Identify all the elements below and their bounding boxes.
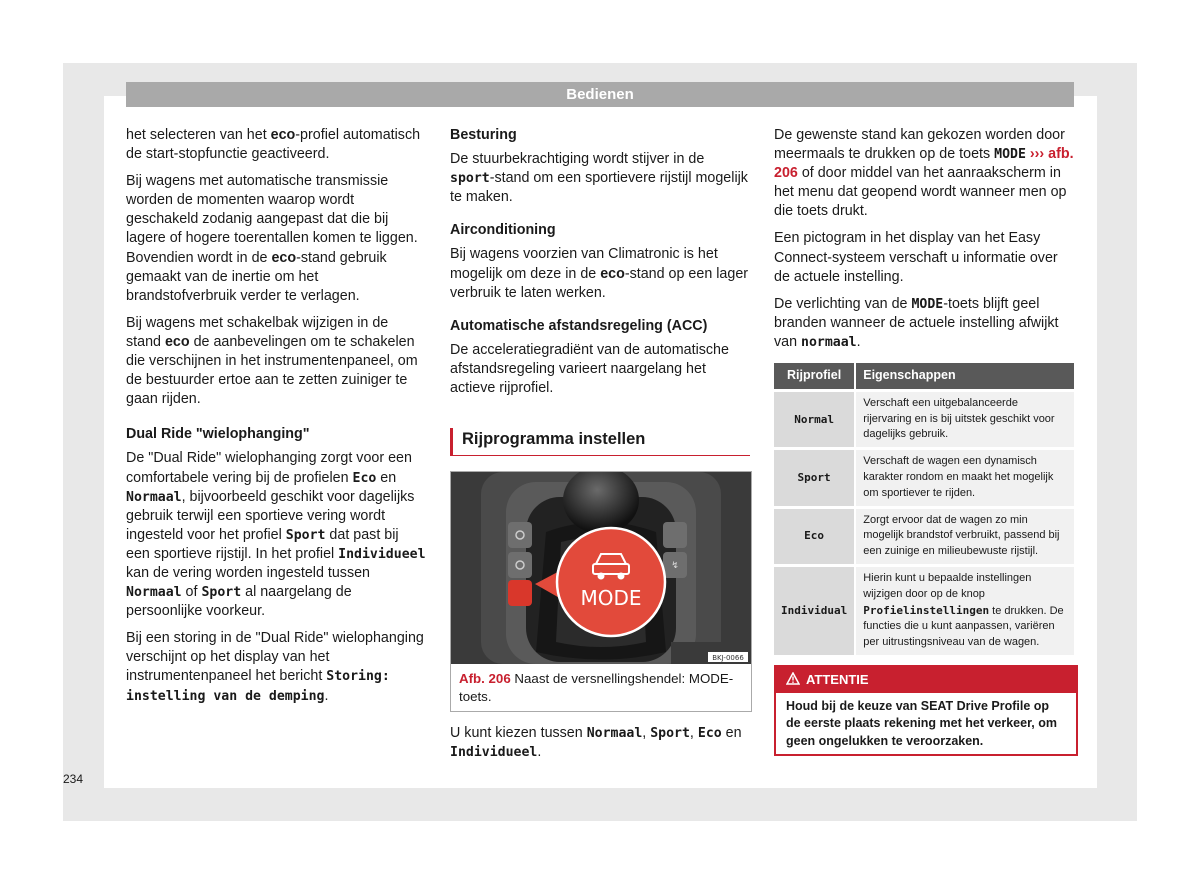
paragraph: Een pictogram in het display van het Easy Connect-systeem verschaft u informatie over de actuele instelling. [774,230,1058,285]
paragraph: De "Dual Ride" wielophanging zorgt voor een comfortabele vering bij de profielen Eco en Normaal, bijvoorbeeld geschikt voor dagelijks gebruik terwijl een sportieve vering wordt ingesteld voor het profiel Sport dat past bij een sportieve rijstijl. In het profiel Individueel kan de vering worden ingesteld tussen Normaal of Sport al naargelang de persoonlijke voorkeur. [126,450,426,620]
figure-caption: Afb. 206 Naast de versnellingshendel: MODE-toets. [451,664,751,711]
column-middle [450,126,750,770]
page-number: 234 [63,772,84,786]
paragraph: De verlichting van de MODE-toets blijft geel branden wanneer de actuele instelling afwijkt van normaal. [774,295,1059,350]
subheading-airconditioning: Airconditioning [450,222,556,239]
table-cell-profile: Eco [774,509,856,564]
table-header-cell: Rijprofiel [774,363,856,389]
table-cell-profile: Normal [774,392,856,447]
drive-profile-table [774,360,1074,658]
paragraph: Bij wagens voorzien van Climatronic is het mogelijk om deze in de eco-stand op een lager verbruik te laten werken. [450,246,749,301]
paragraph: De stuurbekrachtiging wordt stijver in de sport-stand om een sportievere rijstijl mogelijk te maken. [450,151,748,206]
column-right [774,126,1074,756]
column-left [126,126,426,714]
warning-triangle-icon [786,672,800,685]
table-cell-profile: Sport [774,450,856,505]
table-row [774,450,1074,505]
warning-header: ATTENTIE [776,667,1076,693]
table-header-row [774,363,1074,389]
section-header: Bedienen [126,82,1074,107]
table-header-cell: Eigenschappen [856,363,1074,389]
paragraph: De gewenste stand kan gekozen worden door meermaals te drukken op de toets MODE ››› afb. 206 of door middel van het aanraakscherm in het menu dat geopend wordt wanneer men op die toets drukt. [774,127,1074,220]
paragraph: het selecteren van het eco-profiel automatisch de start-stopfunctie geactiveerd. [126,127,421,163]
table-row [774,392,1074,447]
table-cell-description: Zorgt ervoor dat de wagen zo min mogelijk brandstof verbruikt, passend bij een zuinige en milieubewuste rijstijl. [856,509,1074,564]
figure-mode-button [450,471,752,712]
warning-text: Houd bij de keuze van SEAT Drive Profile op de eerste plaats rekening met het verkeer, om geen ongelukken te veroorzaken. [776,693,1076,755]
paragraph: Bij wagens met schakelbak wijzigen in de stand eco de aanbevelingen om te schakelen die verschijnen in het instrumentenpaneel, om de bestuurder ertoe aan te zetten zuiniger te gaan rijden. [126,314,418,408]
paragraph: De acceleratiegradiënt van de automatische afstandsregeling varieert naargelang het actieve rijprofiel. [450,341,729,397]
section-title-rijprogramma: Rijprogramma instellen [450,428,750,456]
table-cell-description: Verschaft een uitgebalanceerde rijervaring en is bij uitstek geschikt voor dagelijks gebruik. [856,392,1074,447]
paragraph: Bij wagens met automatische transmissie worden de momenten waarop wordt geschakeld zodanig aangepast dat die bij lagere of hogere toerentallen komen te liggen. Bovendien wordt in de eco-stand gebruik gemaakt van de inertie om het brandstofverbruik verder te verlagen. [126,173,418,304]
figure-ref-code: BKJ-0066 [712,654,744,663]
subheading-besturing: Besturing [450,127,517,143]
table-cell-description: Verschaft de wagen een dynamisch karakter rondom en maakt het mogelijk om sportiever te rijden. [856,450,1074,505]
subheading-dual-ride: Dual Ride "wielophanging" [126,426,310,443]
table-row [774,509,1074,564]
table-row [774,567,1074,655]
figure-link[interactable]: ››› afb. 206 [774,146,1074,182]
svg-text:↯: ↯ [671,561,679,572]
gear-lever-image [451,472,751,664]
warning-box [774,665,1078,757]
mode-bubble-label: MODE [580,586,642,611]
paragraph: U kunt kiezen tussen Normaal, Sport, Eco en Individueel. [450,725,742,761]
gear-lever-illustration [451,472,751,664]
table-cell-profile: Individual [774,567,856,655]
mode-button [508,580,532,606]
paragraph: Bij een storing in de "Dual Ride" wielophanging verschijnt op het display van het instrumentenpaneel het bericht Storing: instelling van de demping. [126,630,424,704]
table-cell-description: Hierin kunt u bepaalde instellingen wijzigen door op de knop Profielinstellingen te drukken. De functies die u kunt aanpassen, variëren per uitrustingsniveau van de wagen. [856,567,1074,655]
subheading-acc: Automatische afstandsregeling (ACC) [450,317,708,334]
